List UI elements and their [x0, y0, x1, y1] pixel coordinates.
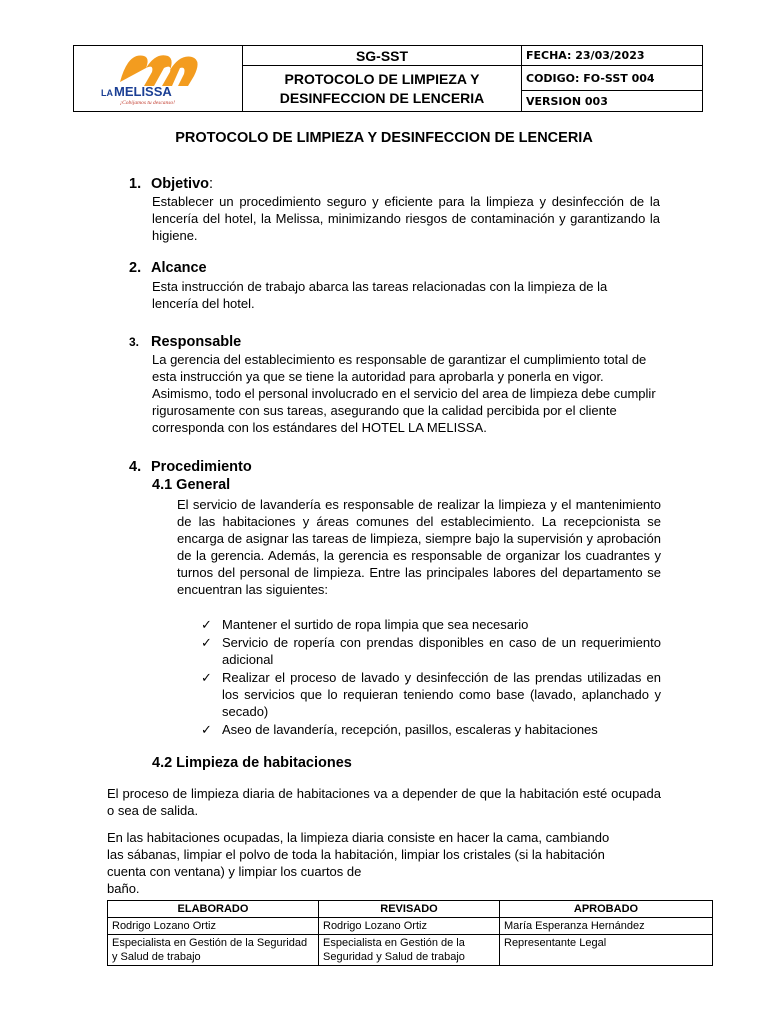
checkmark-icon: ✓ [201, 635, 212, 650]
aprobado-name: María Esperanza Hernández [500, 918, 713, 935]
checkmark-icon: ✓ [201, 722, 212, 737]
revisado-name: Rodrigo Lozano Ortiz [319, 918, 500, 935]
section-procedimiento-heading: 4. Procedimiento [129, 459, 252, 475]
subsection-general-heading: 4.1 General [152, 477, 231, 493]
document-header [73, 45, 703, 112]
logo-cell [74, 46, 243, 112]
fecha-cell: FECHA: 23/03/2023 [522, 46, 703, 66]
checklist-item: ✓ Realizar el proceso de lavado y desinfección de las prendas utilizadas en los servicios que lo requieran teniendo como base (lavado, aplanchado y secado) [201, 670, 661, 719]
doc-title-line1: PROTOCOLO DE LIMPIEZA Y [284, 70, 480, 87]
habitaciones-paragraph-2: En las habitaciones ocupadas, la limpieza diaria consiste en hacer la cama, cambiando las sábanas, limpiar el polvo de toda la habitación, limpiar los cristales (si la habitación cuenta con ventana) y limpiar los cuartos de baño. [107, 830, 610, 896]
habitaciones-paragraph-1: El proceso de limpieza diaria de habitaciones va a depender de que la habitación esté ocupada o sea de salida. [107, 786, 661, 818]
section-objetivo-text: Establecer un procedimiento seguro y eficiente para la limpieza y desinfección de la lencería del hotel, la Melissa, minimizando riesgos de contaminación y garantizando la higiene. [152, 194, 660, 243]
checkmark-icon: ✓ [201, 617, 212, 632]
checklist-item: ✓ Aseo de lavandería, recepción, pasillos, escaleras y habitaciones [201, 722, 598, 737]
section-responsable-heading: 3. Responsable [129, 334, 242, 350]
page-title: PROTOCOLO DE LIMPIEZA Y DESINFECCION DE LENCERIA [175, 130, 593, 146]
section-alcance-heading: 2. Alcance [129, 260, 207, 276]
table-row [108, 935, 713, 966]
logo-slogan: ¡Cobijamos tu descanso! [120, 100, 175, 106]
section-alcance-text: Esta instrucción de trabajo abarca las tareas relacionadas con la limpieza de la lencería del hotel. [152, 279, 608, 311]
codigo-cell: CODIGO: FO-SST 004 [522, 66, 703, 91]
elaborado-name: Rodrigo Lozano Ortiz [108, 918, 319, 935]
approval-table [107, 900, 713, 966]
revisado-header: REVISADO [319, 901, 500, 918]
subsection-general-text: El servicio de lavandería es responsable de realizar la limpieza y el mantenimiento de las habitaciones y áreas comunes del establecimiento. La recepcionista se encarga de asignar las tareas de limpieza, siempre bajo la supervisión y aprobación de la gerencia. Además, la gerencia es responsable de organizar los cuadrantes y turnos del personal de limpieza. Entre las principales labores del departamento se encuentran las siguientes: [177, 497, 661, 597]
table-row [108, 918, 713, 935]
table-row [108, 901, 713, 918]
checkmark-icon: ✓ [201, 670, 212, 685]
logo-text: MELISSA [114, 84, 172, 99]
la-melissa-logo [98, 46, 218, 106]
section-objetivo-heading: 1. Objetivo: [129, 176, 214, 192]
document-title-cell [243, 66, 522, 112]
svg-text:LA: LA [101, 88, 113, 98]
version-cell: VERSION 003 [522, 91, 703, 112]
aprobado-role: Representante Legal [500, 935, 713, 966]
section-responsable-text: La gerencia del establecimiento es responsable de garantizar el cumplimiento total de esta instrucción ya que se tiene la autoridad para aprobarla y ponerla en vigor. Asimismo, todo el personal involucrado en el servicio del area de limpieza debe cumplir rigurosamente con sus tareas, asegurando que la calidad percibida por el cliente corresponda con los estándares del HOTEL LA MELISSA. [152, 352, 656, 435]
system-name: SG-SST [243, 46, 522, 66]
elaborado-header: ELABORADO [108, 901, 319, 918]
subsection-habitaciones-heading: 4.2 Limpieza de habitaciones [152, 755, 352, 771]
aprobado-header: APROBADO [500, 901, 713, 918]
checklist-item: ✓ Servicio de ropería con prendas disponibles en caso de un requerimiento adicional [201, 635, 661, 667]
checklist-item: ✓ Mantener el surtido de ropa limpia que sea necesario [201, 617, 529, 632]
revisado-role: Especialista en Gestión de la Seguridad y Salud de trabajo [319, 935, 500, 966]
elaborado-role: Especialista en Gestión de la Seguridad y Salud de trabajo [108, 935, 319, 966]
doc-title-line2: DESINFECCION DE LENCERIA [279, 89, 485, 106]
